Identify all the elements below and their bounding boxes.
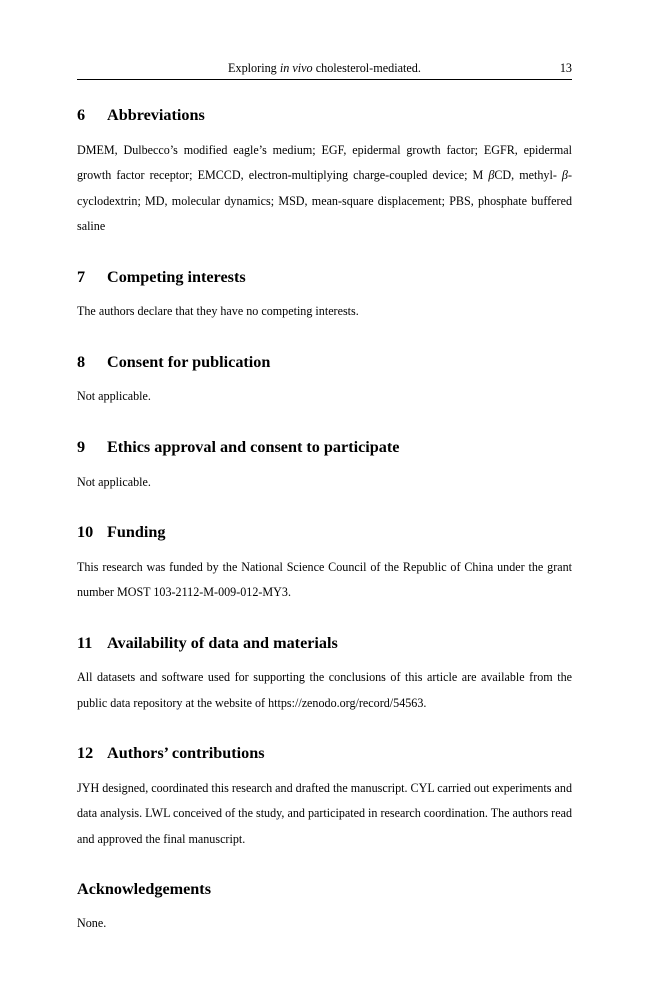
section-heading <box>77 353 572 372</box>
section-title: Acknowledgements <box>77 880 211 899</box>
section-title: Authors’ contributions <box>107 744 265 763</box>
section-heading <box>77 880 572 899</box>
section-availability-of-data <box>77 634 572 717</box>
section-number: 10 <box>77 523 94 541</box>
section-paragraph: All datasets and software used for supporting the conclusions of this article are available from the public data repository at the website of https://zenodo.org/record/54563. <box>77 670 572 710</box>
section-paragraph: None. <box>77 916 107 930</box>
section-heading <box>77 744 572 763</box>
section-paragraph: The authors declare that they have no competing interests. <box>77 304 359 319</box>
section-paragraph: JYH designed, coordinated this research and drafted the manuscript. CYL carried out experiments and data analysis. LWL conceived of the study, and participated in research coordination. The authors read and approved the final manuscript. <box>77 780 572 846</box>
beta-symbol: β <box>488 168 495 183</box>
section-title: Consent for publication <box>107 352 271 371</box>
beta-symbol: β <box>561 168 568 183</box>
section-title: Competing interests <box>107 267 246 286</box>
section-heading <box>77 438 572 457</box>
section-competing-interests <box>77 268 572 325</box>
section-title: Abbreviations <box>107 106 205 124</box>
section-paragraph: This research was funded by the National Science Council of the Republic of China under the grant number MOST 103-2112-M-009-012-MY3. <box>77 559 572 600</box>
section-consent-for-publication <box>77 353 572 410</box>
section-heading <box>77 268 572 287</box>
section-funding <box>77 523 572 606</box>
header-rule <box>77 79 572 80</box>
section-heading <box>77 106 572 125</box>
page-number: 13 <box>559 61 572 75</box>
running-header-title-italic: in vivo <box>279 61 313 75</box>
running-header-title <box>77 58 572 78</box>
section-paragraph: Not applicable. <box>77 389 151 404</box>
section-number: 8 <box>77 352 86 371</box>
section-abbreviations <box>77 106 572 240</box>
section-heading <box>77 523 572 542</box>
running-header-title-suffix: cholesterol-mediated. <box>312 61 421 75</box>
section-ethics-approval <box>77 438 572 495</box>
section-heading <box>77 634 572 653</box>
page-content <box>77 58 572 937</box>
section-title: Funding <box>107 523 166 541</box>
section-number: 7 <box>77 267 86 286</box>
section-title: Availability of data and materials <box>107 633 338 652</box>
running-header <box>77 58 572 78</box>
running-header-title-prefix: Exploring <box>228 61 280 75</box>
section-paragraph: Not applicable. <box>77 474 151 489</box>
section-number: 11 <box>77 633 93 652</box>
section-number: 6 <box>77 106 86 124</box>
section-number: 12 <box>77 744 94 763</box>
section-title: Ethics approval and consent to participate <box>107 437 400 456</box>
section-acknowledgements <box>77 880 572 936</box>
section-number: 9 <box>77 437 86 456</box>
section-authors-contributions <box>77 744 572 852</box>
section-paragraph: DMEM, Dulbecco’s modified eagle’s medium; EGF, epidermal growth factor; EGFR, epidermal growth factor receptor; EMCCD, electron-multiplying charge-coupled device; M βCD, methyl- β-cyclodextrin; MD, molecular dynamics; MSD, mean-square displacement; PBS, phosphate buffered saline <box>77 142 572 234</box>
